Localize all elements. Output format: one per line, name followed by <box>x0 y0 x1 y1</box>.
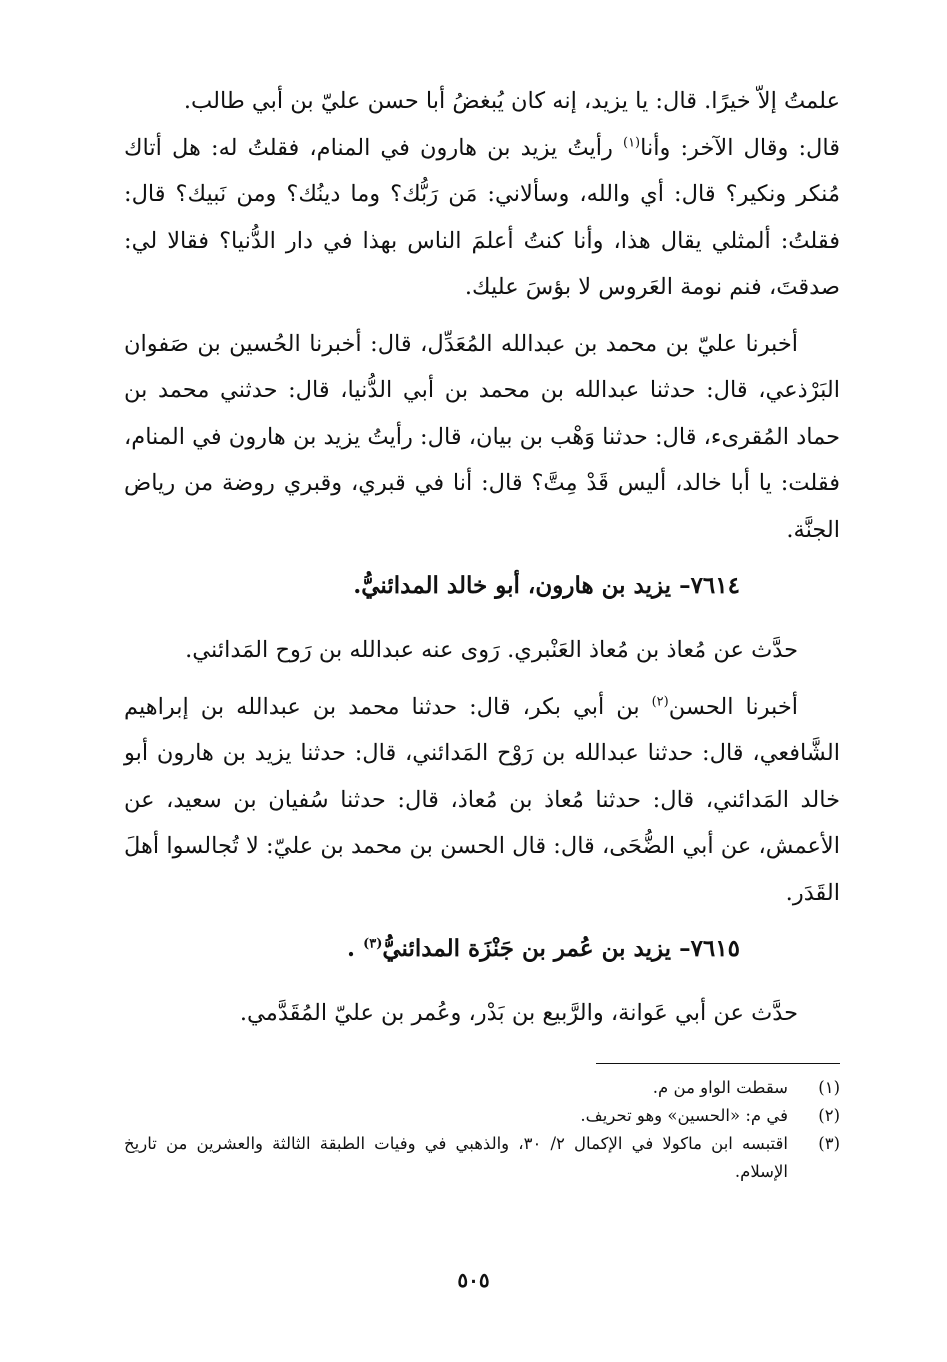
footnote-text: اقتبسه ابن ماكولا في الإكمال ٢/ ٣٠، والذهبي في وفيات الطبقة الثالثة والعشرين من تاريخ الإسلام. <box>124 1133 789 1181</box>
footnote-number: (١) <box>818 1077 840 1097</box>
page-number: ٥٠٥ <box>457 1268 490 1292</box>
footnote-text: في م: «الحسين» وهو تحريف. <box>580 1105 788 1125</box>
text-run: حدَّث عن مُعاذ بن مُعاذ العَنْبري. رَوى عنه عبدالله بن رَوح المَدائني. <box>185 637 798 663</box>
para-hadath-7614 <box>124 627 840 674</box>
text-run: بن أبي بكر، قال: حدثنا محمد بن عبدالله بن إبراهيم الشَّافعي، قال: حدثنا عبدالله بن رَوْح المَدائني، قال: حدثنا يزيد بن هارون أبو خالد المَدائني، قال: حدثنا مُعاذ بن مُعاذ، قال: حدثنا سُفيان بن سعيد، عن الأعمش، عن أبي الضُّحَى، قال: قال الحسن بن محمد بن عليّ: لا تُجالسوا أهلَ القَدَر. <box>124 693 840 906</box>
text-run: أخبرنا عليّ بن محمد بن عبدالله المُعَدِّل، قال: أخبرنا الحُسين بن صَفوان البَرْذعي، قال: حدثنا عبدالله بن محمد بن أبي الدُّنيا، قال: حدثني محمد بن حماد المُقرىء، قال: حدثنا وَهْب بن بيان، قال: رأيتُ يزيد بن هارون في المنام، فقلت: يا أبا خالد، أليس قَدْ مِتَّ؟ قال: أنا في قبري، وقبري روضة من رياض الجنَّة. <box>124 330 840 543</box>
entry-heading-7615 <box>124 926 840 972</box>
para-hadath-7615 <box>124 990 840 1037</box>
text-run: أخبرنا الحسن <box>668 693 798 720</box>
main-text <box>124 78 840 1037</box>
footnote-item <box>124 1074 840 1102</box>
footnote-number: (٢) <box>818 1105 840 1125</box>
footnote-marker[interactable]: (١) <box>622 135 641 150</box>
para-continuation <box>124 78 840 125</box>
text-run: رأيتُ يزيد بن هارون في المنام، فقلتُ له: هل أتاك مُنكر ونكير؟ قال: أي والله، وسألاني: مَن رَبُّك؟ وما دينُك؟ ومن نَبيك؟ قال: فقلتُ: ألمثلي يقال هذا، وأنا كنتُ أعلمَ الناس بهذا في دار الدُّنيا؟ فقالا لي: صدقتَ، فنم نومة العَروس لا بؤسَ عليك. <box>124 134 840 300</box>
footnote-number: (٣) <box>818 1133 840 1153</box>
footnotes <box>124 1074 840 1186</box>
book-page <box>124 78 840 1186</box>
footnote-separator <box>596 1063 840 1064</box>
footnote-text: سقطت الواو من م. <box>652 1077 788 1097</box>
text-run: ٧٦١٤– يزيد بن هارون، أبو خالد المدائنيُّ. <box>353 572 740 599</box>
para-dream-dialogue <box>124 125 840 311</box>
footnote-item <box>124 1130 840 1186</box>
text-run: قال: وقال الآخر: وأنا <box>640 134 840 161</box>
entry-heading-7614 <box>124 563 840 609</box>
text-run: علمتُ إلاّ خيرًا. قال: يا يزيد، إنه كان يُبغضُ أبا حسن عليّ بن أبي طالب. <box>183 88 840 114</box>
para-isnad-hasan <box>124 684 840 917</box>
text-run: . <box>347 935 364 962</box>
footnote-marker[interactable]: (٣) <box>363 936 383 952</box>
footnote-marker[interactable]: (٢) <box>651 694 669 709</box>
text-run: حدَّث عن أبي عَوانة، والرَّبيع بن بَدْر، وعُمر بن عليّ المُقَدَّمي. <box>239 1000 798 1026</box>
text-run: ٧٦١٥– يزيد بن عُمر بن جَنْزَة المدائنيُّ <box>382 935 740 962</box>
para-isnad-ali <box>124 321 840 554</box>
footnote-item <box>124 1102 840 1130</box>
